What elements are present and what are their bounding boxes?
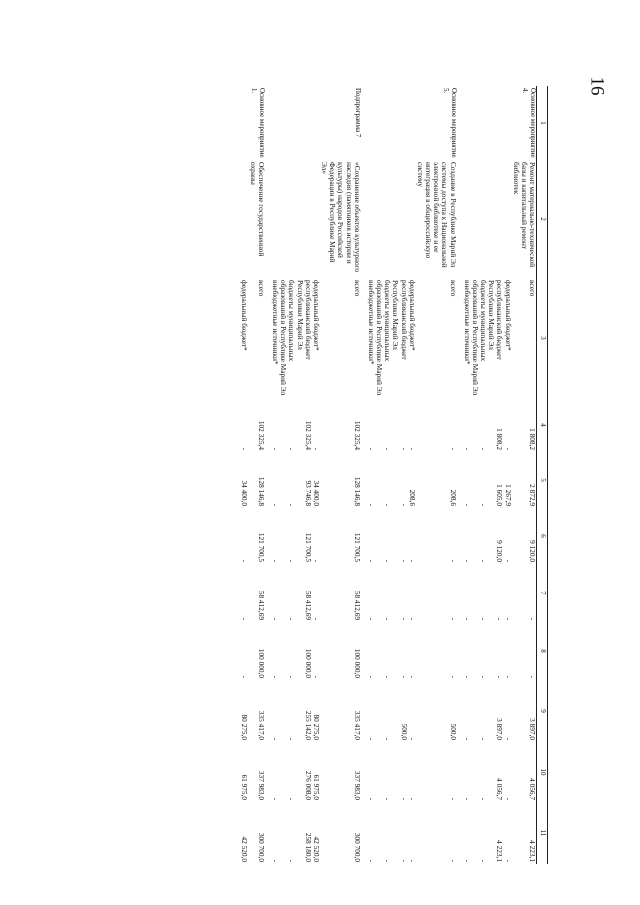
value-cell: 208,6 (407, 489, 417, 506)
table-row (408, 86, 416, 864)
value-cell: 102 325,4 (303, 420, 313, 450)
value-cell: - (287, 675, 297, 678)
value-cell: - (383, 559, 393, 562)
value-cell: 1 605,0 (495, 484, 505, 506)
value-cell: 255 142,0 (303, 710, 313, 740)
measure-description-cell (312, 160, 320, 278)
measure-name-cell (361, 86, 375, 160)
funding-source-cell: федеральный бюджет* (240, 280, 250, 351)
value-cell: - (528, 617, 538, 620)
value-cell: 3 897,0 (528, 718, 538, 740)
value-cell: - (240, 447, 250, 450)
measure-name-cell: Основное мероприятие 4. (521, 88, 538, 158)
value-cell: - (479, 617, 489, 620)
value-cell: - (271, 859, 281, 862)
value-cell: - (448, 447, 458, 450)
value-cell: - (287, 559, 297, 562)
value-cell: - (366, 797, 376, 800)
value-cell: - (383, 675, 393, 678)
funding-source-cell: внебюджетные источники* (366, 280, 376, 365)
value-cell: - (462, 559, 472, 562)
value-cell: - (399, 675, 409, 678)
value-cell: 3 897,0 (495, 718, 505, 740)
funding-source-cell: федеральный бюджет* (311, 280, 321, 351)
measure-name-cell (312, 86, 320, 160)
measure-name-cell (391, 86, 407, 160)
measure-name-cell (279, 86, 295, 160)
value-cell: 9 120,0 (528, 540, 538, 562)
value-cell: - (448, 617, 458, 620)
value-cell: - (271, 447, 281, 450)
value-cell: 258 180,0 (303, 832, 313, 862)
value-cell: - (399, 503, 409, 506)
column-header-3: 3 (537, 278, 548, 398)
measure-description-cell (391, 160, 407, 278)
funding-source-cell: внебюджетные источники* (271, 280, 281, 365)
value-cell: 128 146,8 (256, 476, 266, 506)
funding-source-cell: бюджеты муниципальных образований в Республике Марий Эл (375, 280, 393, 396)
value-cell: - (399, 559, 409, 562)
value-cell: - (383, 503, 393, 506)
value-cell: - (366, 617, 376, 620)
value-cell: 80 275,0 (240, 714, 250, 740)
value-cell: - (503, 617, 513, 620)
value-cell: - (383, 859, 393, 862)
budget-table (240, 86, 548, 864)
value-cell: 42 520,0 (311, 836, 321, 862)
value-cell: - (271, 675, 281, 678)
value-cell: - (383, 447, 393, 450)
value-cell: - (240, 559, 250, 562)
measure-name-cell: Основное мероприятие 5. (441, 88, 458, 158)
measure-name-cell (295, 86, 311, 160)
value-cell: 1 808,2 (495, 428, 505, 450)
measure-description-cell (503, 160, 511, 278)
value-cell: - (311, 617, 321, 620)
value-cell: - (479, 859, 489, 862)
measure-name-cell: Основное мероприятие 1. (250, 88, 266, 158)
measure-name-cell (265, 86, 279, 160)
value-cell: 500,0 (448, 723, 458, 740)
value-cell: - (271, 559, 281, 562)
value-cell: 58 412,69 (256, 590, 266, 620)
value-cell: 34 400,0 (240, 480, 250, 506)
measure-name-cell: Подпрограмма 7 (353, 88, 362, 138)
value-cell: - (479, 737, 489, 740)
column-header-7: 7 (537, 564, 548, 622)
value-cell: - (495, 675, 505, 678)
column-header-9: 9 (537, 680, 548, 742)
column-header-10: 10 (537, 742, 548, 802)
value-cell: 128 146,8 (352, 476, 362, 506)
value-cell: - (366, 503, 376, 506)
table-row (361, 86, 375, 864)
funding-source-cell: республиканский бюджет Республики Марий Эл (391, 280, 409, 360)
value-cell: - (240, 675, 250, 678)
value-cell: - (503, 737, 513, 740)
value-cell: - (287, 797, 297, 800)
table-row (240, 86, 248, 864)
table-row (391, 86, 407, 864)
funding-source-cell: всего (448, 280, 458, 297)
value-cell: - (462, 797, 472, 800)
measure-description-cell: «Сохранение объектов культурного наследия (памятников истории и культуры) народов Российской Федерации в Республике Марий Эл» (320, 162, 362, 273)
value-cell: 102 325,4 (256, 420, 266, 450)
column-header-5: 5 (537, 452, 548, 508)
column-header-2: 2 (537, 160, 548, 278)
table-row (249, 86, 265, 864)
value-cell: - (407, 559, 417, 562)
value-cell: - (271, 797, 281, 800)
column-header-1: 1 (537, 86, 548, 160)
table-row (375, 86, 391, 864)
value-cell: - (479, 559, 489, 562)
value-cell: - (503, 675, 513, 678)
value-cell: - (462, 503, 472, 506)
table-row (512, 86, 537, 864)
value-cell: - (399, 797, 409, 800)
measure-description-cell (279, 160, 295, 278)
table-row (457, 86, 471, 864)
value-cell: - (503, 559, 513, 562)
measure-description-cell (295, 160, 311, 278)
value-cell: 1 267,9 (503, 484, 513, 506)
value-cell: 4 056,7 (528, 778, 538, 800)
table-row (295, 86, 311, 864)
measure-description-cell (240, 160, 248, 278)
value-cell: 100 000,0 (303, 648, 313, 678)
value-cell: 300 700,0 (256, 832, 266, 862)
table-row (279, 86, 295, 864)
table-row (312, 86, 320, 864)
value-cell: 208,6 (448, 489, 458, 506)
value-cell: 4 223,1 (528, 840, 538, 862)
column-header-6: 6 (537, 508, 548, 564)
measure-name-cell (408, 86, 416, 160)
value-cell: - (399, 617, 409, 620)
value-cell: 61 975,0 (311, 774, 321, 800)
value-cell: 2 872,9 (528, 484, 538, 506)
value-cell: 300 700,0 (352, 832, 362, 862)
measure-name-cell (471, 86, 487, 160)
value-cell: 121 700,5 (256, 532, 266, 562)
value-cell: 9 120,0 (495, 540, 505, 562)
value-cell: - (366, 675, 376, 678)
value-cell: - (448, 859, 458, 862)
value-cell: - (462, 617, 472, 620)
measure-description-cell (471, 160, 487, 278)
measure-description-cell (375, 160, 391, 278)
table-body (240, 86, 536, 864)
column-header-8: 8 (537, 622, 548, 680)
value-cell: - (399, 859, 409, 862)
value-cell: - (383, 617, 393, 620)
measure-description-cell (361, 160, 375, 278)
measure-description-cell: Обеспечение государственной охраны (248, 162, 266, 257)
value-cell: - (271, 503, 281, 506)
value-cell: - (271, 617, 281, 620)
value-cell: - (462, 737, 472, 740)
value-cell: - (287, 859, 297, 862)
measure-description-cell (408, 160, 416, 278)
value-cell: - (383, 797, 393, 800)
measure-name-cell (240, 86, 248, 160)
value-cell: - (479, 447, 489, 450)
funding-source-cell: всего (352, 280, 362, 297)
measure-description-cell: Создание в Республике Марий Эл системы доступа к Национальной электронной библиотеке и ее интеграция в общероссийскую систему (415, 162, 458, 268)
value-cell: 1 808,2 (528, 428, 538, 450)
table-row (471, 86, 487, 864)
value-cell: 121 700,5 (303, 532, 313, 562)
value-cell: 4 056,7 (495, 778, 505, 800)
funding-source-cell: бюджеты муниципальных образований в Республике Марий Эл (470, 280, 489, 396)
value-cell: 500,0 (399, 723, 409, 740)
value-cell: 58 412,69 (352, 590, 362, 620)
funding-source-cell: всего (528, 280, 538, 297)
table-row (416, 86, 457, 864)
table-header-row (537, 86, 548, 864)
column-header-11: 11 (537, 802, 548, 864)
value-cell: - (462, 675, 472, 678)
value-cell: 42 520,0 (240, 836, 250, 862)
value-cell: 102 325,4 (352, 420, 362, 450)
value-cell: - (311, 447, 321, 450)
table-row (320, 86, 361, 864)
value-cell: 335 417,0 (256, 710, 266, 740)
measure-description-cell (487, 160, 503, 278)
table-row (265, 86, 279, 864)
table-row (487, 86, 503, 864)
value-cell: - (462, 859, 472, 862)
value-cell: 276 008,0 (303, 770, 313, 800)
value-cell: - (407, 617, 417, 620)
value-cell: - (366, 559, 376, 562)
value-cell: 93 746,8 (303, 480, 313, 506)
value-cell: 121 700,5 (352, 532, 362, 562)
value-cell: - (479, 675, 489, 678)
value-cell: - (399, 447, 409, 450)
measure-name-cell (487, 86, 503, 160)
value-cell: 4 223,1 (495, 840, 505, 862)
value-cell: - (240, 617, 250, 620)
value-cell: - (407, 447, 417, 450)
funding-source-cell: внебюджетные источники* (462, 280, 472, 365)
column-header-4: 4 (537, 398, 548, 452)
value-cell: - (479, 797, 489, 800)
value-cell: - (448, 559, 458, 562)
value-cell: 337 983,0 (352, 770, 362, 800)
measure-name-cell (457, 86, 471, 160)
value-cell: - (407, 737, 417, 740)
value-cell: - (503, 797, 513, 800)
value-cell: - (479, 503, 489, 506)
value-cell: - (287, 447, 297, 450)
value-cell: 335 417,0 (352, 710, 362, 740)
value-cell: 337 983,0 (256, 770, 266, 800)
value-cell: - (311, 675, 321, 678)
value-cell: 80 275,0 (311, 714, 321, 740)
measure-description-cell: Ремонт материально-технической базы и капитальный ремонт библиотек (511, 162, 538, 268)
value-cell: 100 000,0 (256, 648, 266, 678)
value-cell: - (448, 675, 458, 678)
measure-description-cell (457, 160, 471, 278)
value-cell: - (503, 859, 513, 862)
value-cell: - (462, 447, 472, 450)
value-cell: - (383, 737, 393, 740)
value-cell: - (287, 737, 297, 740)
value-cell: - (366, 859, 376, 862)
value-cell: 34 400,0 (311, 480, 321, 506)
value-cell: - (407, 675, 417, 678)
value-cell: - (271, 737, 281, 740)
funding-source-cell: бюджеты муниципальных образований в Республике Марий Эл (279, 280, 297, 396)
value-cell: - (311, 559, 321, 562)
table-row (503, 86, 511, 864)
measure-name-cell (375, 86, 391, 160)
value-cell: - (503, 447, 513, 450)
value-cell: 58 412,69 (303, 590, 313, 620)
funding-source-cell: федеральный бюджет* (503, 280, 513, 351)
funding-source-cell: республиканский бюджет Республики Марий Эл (487, 280, 505, 360)
measure-description-cell (265, 160, 279, 278)
value-cell: - (366, 737, 376, 740)
value-cell: - (448, 797, 458, 800)
value-cell: - (495, 617, 505, 620)
funding-source-cell: всего (256, 280, 266, 297)
measure-name-cell (503, 86, 511, 160)
value-cell: 100 000,0 (352, 648, 362, 678)
value-cell: - (407, 797, 417, 800)
page-number: 16 (586, 76, 608, 96)
funding-source-cell: федеральный бюджет* (407, 280, 417, 351)
value-cell: 61 975,0 (240, 774, 250, 800)
value-cell: - (287, 617, 297, 620)
value-cell: - (366, 447, 376, 450)
funding-source-cell: республиканский бюджет Республики Марий Эл (295, 280, 313, 360)
value-cell: - (287, 503, 297, 506)
value-cell: - (528, 675, 538, 678)
value-cell: - (407, 859, 417, 862)
